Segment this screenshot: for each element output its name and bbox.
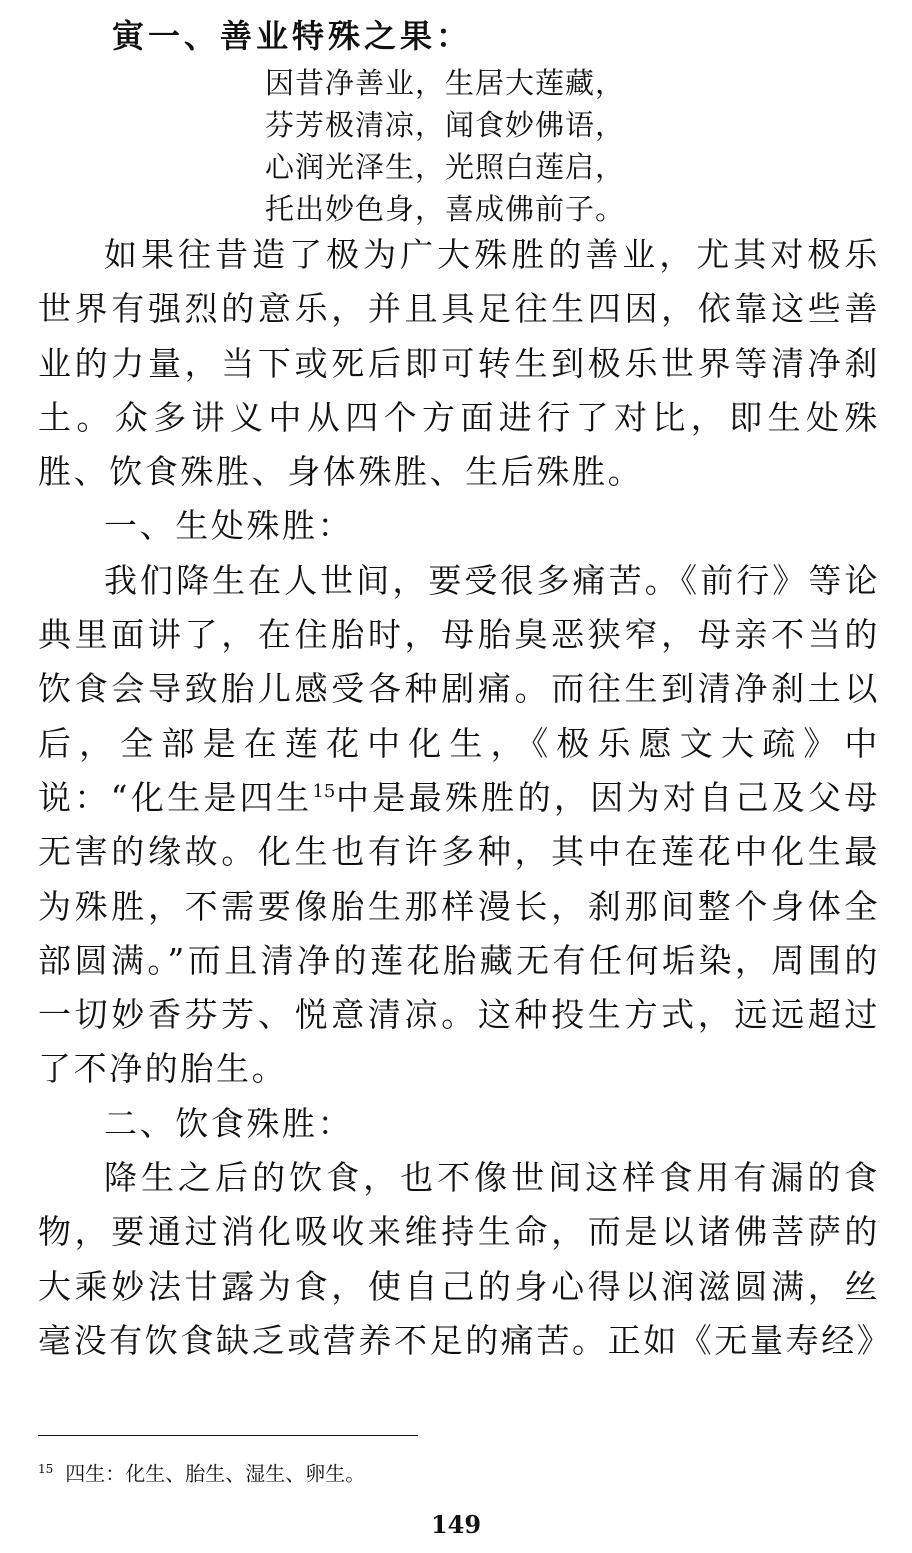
footnote-reference[interactable]: 15 [312, 780, 336, 802]
paragraph-intro: 如果往昔造了极为广大殊胜的善业，尤其对极乐世界有强烈的意乐，并且具足往生四因，依靠这些善业的力量，当下或死后即可转生到极乐世界等清净刹土。众多讲义中从四个方面进行了对比，即生处殊胜、饮食殊胜、身体殊胜、生后殊胜。 [38, 235, 880, 492]
paragraph-birthplace [38, 554, 880, 1097]
footnote-text: 四生：化生、胎生、湿生、卵生。 [65, 1461, 366, 1486]
subheading-birthplace: 一、生处殊胜： [104, 506, 354, 546]
paragraph-birthplace-part2: 中是最殊胜的，因为对自己及父母无害的缘故。化生也有许多种，其中在莲花中化生最为殊胜，不需要像胎生那样漫长，刹那间整个身体全部圆满。”而且清净的莲花胎藏无有任何垢染，周围的一切妙香芬芳、悦意清凉。这种投生方式，远远超过了不净的胎生。 [38, 777, 881, 1089]
footnote [38, 1455, 365, 1488]
verse-line: 托出妙色身，喜成佛前子。 [265, 192, 626, 226]
verse-block [265, 62, 625, 230]
paragraph-birthplace-part1: 我们降生在人世间，要受很多痛苦。《前行》等论典里面讲了，在住胎时，母胎臭恶狭窄，母亲不当的饮食会导致胎儿感受各种剧痛。而往生到清净刹土以后，全部是在莲花中化生，《极乐愿文大疏》中说：“化生是四生 [38, 560, 880, 817]
verse-line: 心润光泽生，光照白莲启， [265, 150, 626, 184]
verse-line: 芬芳极清凉，闻食妙佛语， [265, 108, 626, 142]
section-heading: 寅一、善业特殊之果： [112, 17, 473, 55]
body-text [38, 228, 893, 1368]
paragraph-food: 降生之后的饮食，也不像世间这样食用有漏的食物，要通过消化吸收来维持生命，而是以诸佛菩萨的大乘妙法甘露为食，使自己的身心得以润滋圆满，丝毫没有饮食缺乏或营养不足的痛苦。正如《无量寿经》 [38, 1158, 893, 1360]
page-number: 149 [430, 1510, 482, 1539]
footnote-divider [38, 1435, 418, 1436]
verse-line: 因昔净善业，生居大莲藏， [265, 66, 626, 100]
footnote-marker: 15 [38, 1462, 54, 1476]
subheading-food: 二、饮食殊胜： [104, 1103, 354, 1143]
